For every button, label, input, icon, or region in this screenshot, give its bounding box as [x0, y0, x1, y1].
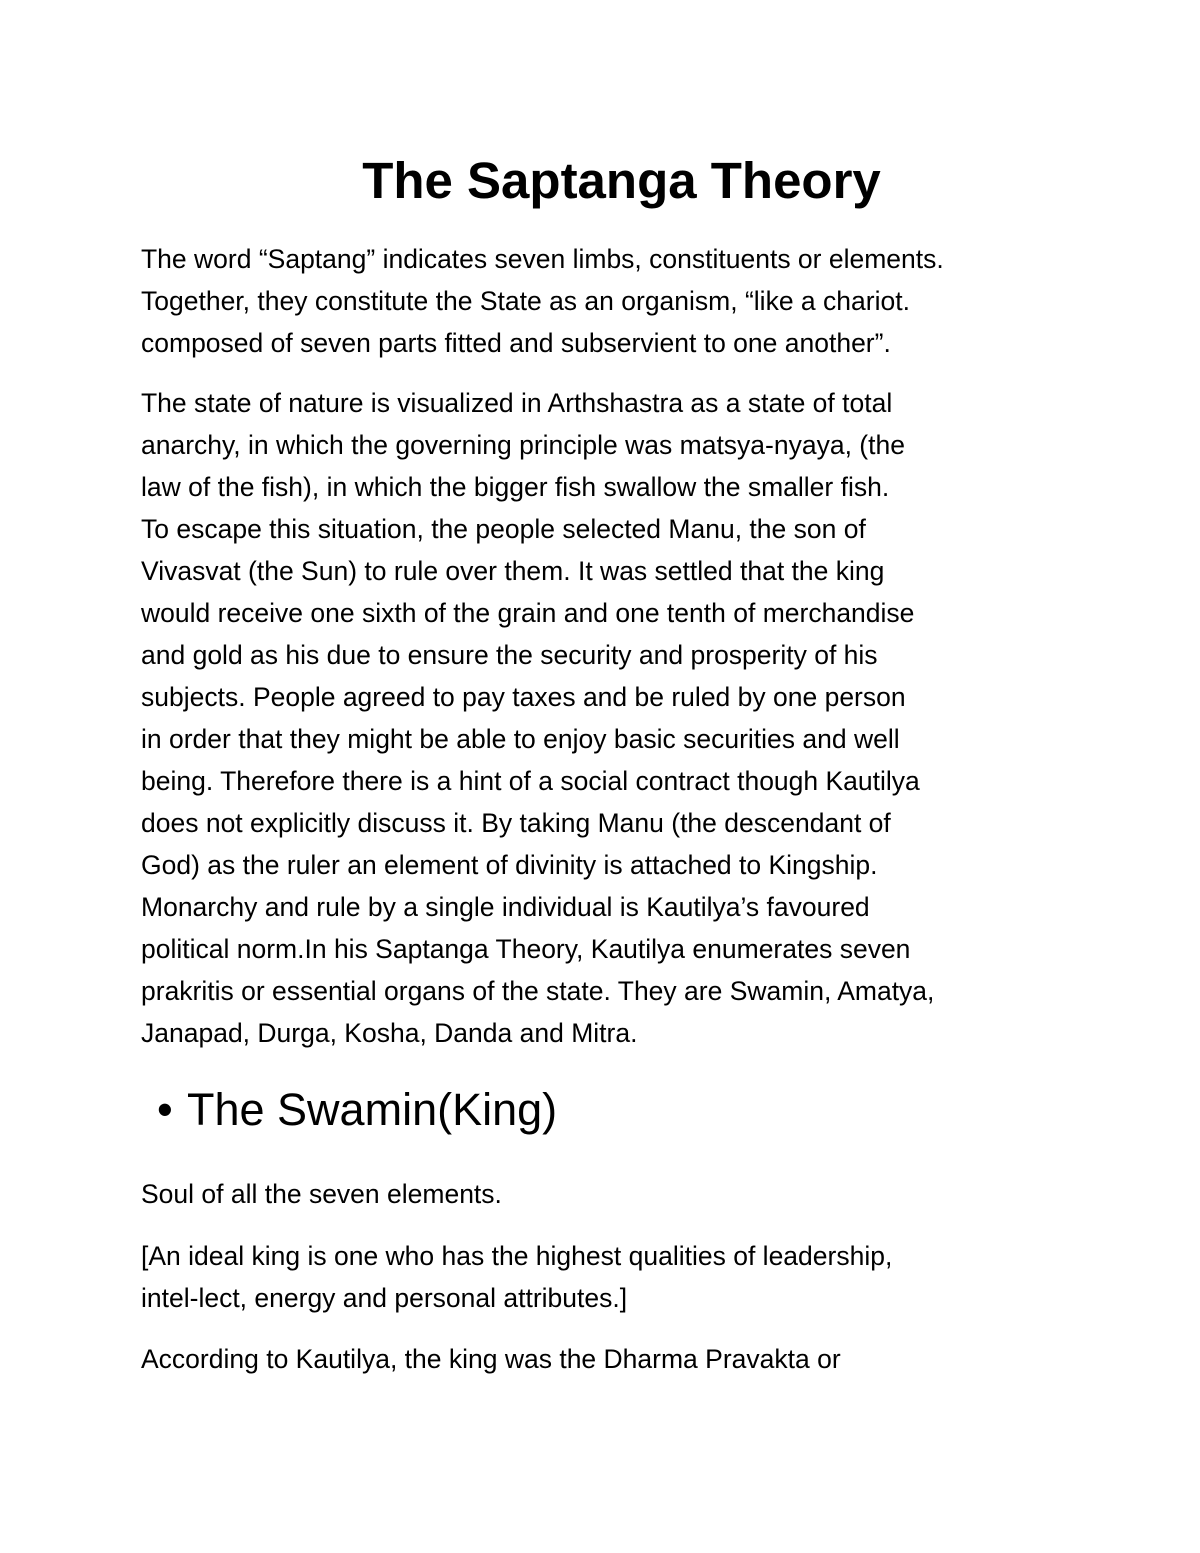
state-of-nature-paragraph	[141, 382, 934, 1054]
text-line: Together, they constitute the State as an organism, “like a chariot.	[141, 286, 910, 316]
swamin-intro-paragraph	[141, 1173, 502, 1215]
ideal-king-paragraph	[141, 1235, 892, 1319]
text-line: God) as the ruler an element of divinity is attached to Kingship.	[141, 850, 878, 880]
text-line: The word “Saptang” indicates seven limbs, constituents or elements.	[141, 244, 944, 274]
text-line: According to Kautilya, the king was the Dharma Pravakta or	[141, 1344, 841, 1374]
text-line: law of the fish), in which the bigger fish swallow the smaller fish.	[141, 472, 890, 502]
text-line: Monarchy and rule by a single individual is Kautilya’s favoured	[141, 892, 870, 922]
text-line: intel-lect, energy and personal attributes.]	[141, 1283, 628, 1313]
page-title: The Saptanga Theory	[362, 152, 881, 209]
text-line: To escape this situation, the people selected Manu, the son of	[141, 514, 866, 544]
text-line: does not explicitly discuss it. By taking Manu (the descendant of	[141, 808, 891, 838]
text-line: The state of nature is visualized in Arthshastra as a state of total	[141, 388, 893, 418]
text-line: being. Therefore there is a hint of a social contract though Kautilya	[141, 766, 920, 796]
text-line: Janapad, Durga, Kosha, Danda and Mitra.	[141, 1018, 638, 1048]
text-line: prakritis or essential organs of the state. They are Swamin, Amatya,	[141, 976, 935, 1006]
text-line: [An ideal king is one who has the highest qualities of leadership,	[141, 1241, 893, 1271]
dharma-paragraph	[141, 1338, 841, 1380]
text-line: would receive one sixth of the grain and one tenth of merchandise	[141, 598, 915, 628]
text-line: composed of seven parts fitted and subservient to one another”.	[141, 328, 891, 358]
text-line: anarchy, in which the governing principle was matsya-nyaya, (the	[141, 430, 905, 460]
text-line: Vivasvat (the Sun) to rule over them. It was settled that the king	[141, 556, 885, 586]
text-line: political norm.In his Saptanga Theory, Kautilya enumerates seven	[141, 934, 911, 964]
text-line: and gold as his due to ensure the security and prosperity of his	[141, 640, 878, 670]
intro-paragraph	[141, 238, 944, 364]
text-line: in order that they might be able to enjoy basic securities and well	[141, 724, 900, 754]
bullet-icon: •	[157, 1084, 173, 1135]
section-heading-swamin	[157, 1080, 557, 1140]
text-line: Soul of all the seven elements.	[141, 1179, 502, 1209]
text-line: subjects. People agreed to pay taxes and be ruled by one person	[141, 682, 906, 712]
section-heading-text: The Swamin(King)	[187, 1084, 558, 1135]
